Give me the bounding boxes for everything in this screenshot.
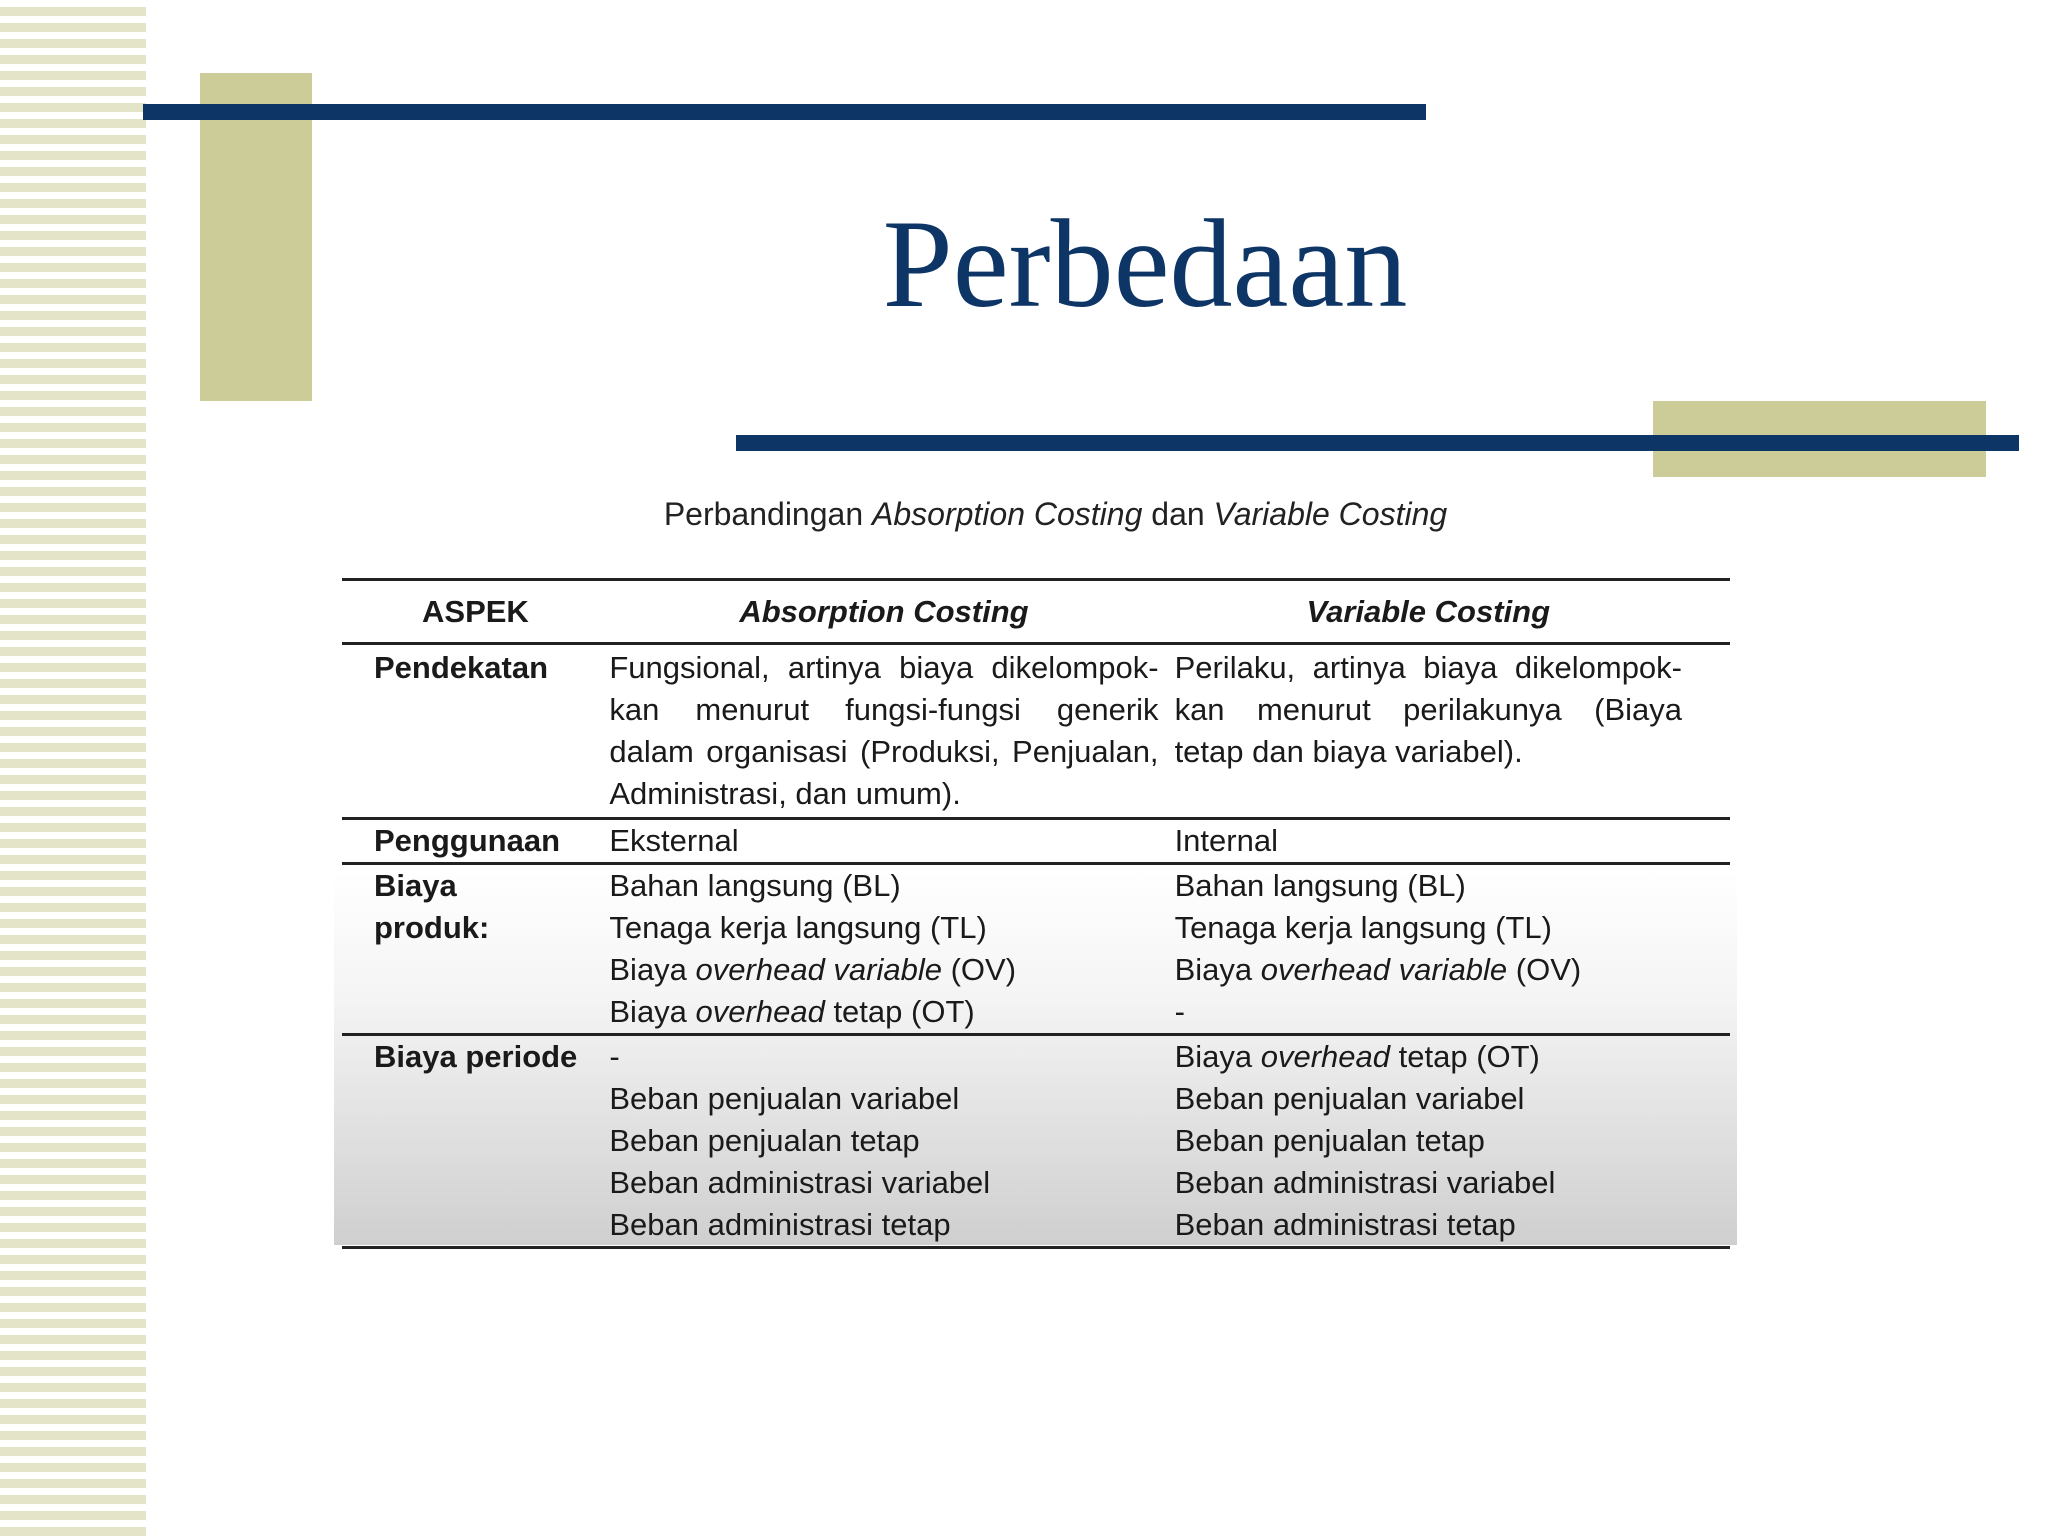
list-item: Beban penjualan tetap (609, 1123, 920, 1158)
row-biaya-produk-label: Biaya produk: (342, 864, 609, 1035)
list-item: Beban administrasi variabel (609, 1165, 991, 1200)
left-stripe-decoration (0, 0, 146, 1536)
list-item: Beban administrasi variabel (1174, 1165, 1556, 1200)
table-row (342, 819, 1730, 864)
comparison-table-panel (334, 496, 1737, 1245)
row-penggunaan-variable: Internal (1173, 819, 1730, 864)
list-item: Beban administrasi tetap (609, 1207, 951, 1242)
slide-title: Perbedaan (882, 195, 1408, 334)
list-item: Tenaga kerja langsung (TL) (609, 910, 987, 945)
list-item: Biaya overhead variable (OV) (609, 952, 1017, 987)
table-row (342, 864, 1730, 1035)
header-absorption: Absorption Costing (609, 580, 1172, 644)
row-penggunaan-absorption: Eksternal (609, 819, 1172, 864)
row-biaya-produk-variable (1173, 864, 1730, 1035)
list-item: - (609, 1039, 620, 1074)
navy-accent-bar-top (143, 104, 1426, 120)
table-row (342, 1035, 1730, 1248)
list-item: Biaya overhead tetap (OT) (609, 994, 975, 1029)
list-item: Bahan langsung (BL) (609, 868, 901, 903)
comparison-table (342, 578, 1730, 1249)
row-biaya-periode-label: Biaya periode (342, 1035, 609, 1248)
list-item: Biaya overhead tetap (OT) (1174, 1039, 1540, 1074)
row-biaya-periode-variable (1173, 1035, 1730, 1248)
table-caption (334, 498, 1737, 530)
olive-accent-block-top (200, 73, 312, 401)
row-pendekatan-label: Pendekatan (374, 650, 549, 685)
list-item: Biaya overhead variable (OV) (1174, 952, 1582, 987)
row-pendekatan-variable: Perilaku, artinya biaya dikelompok-kan menurut perilakunya (Biaya tetap dan biaya variabel). (1174, 650, 1682, 769)
caption-variable: Variable Costing (1213, 496, 1448, 532)
list-item: - (1174, 994, 1185, 1029)
navy-accent-bar-middle (736, 435, 2019, 451)
table-row (342, 644, 1730, 819)
row-penggunaan-label: Penggunaan (342, 819, 609, 864)
row-biaya-produk-absorption (609, 864, 1172, 1035)
list-item: Tenaga kerja langsung (TL) (1174, 910, 1552, 945)
header-variable: Variable Costing (1173, 580, 1730, 644)
caption-absorption: Absorption Costing (872, 496, 1143, 532)
header-aspek: ASPEK (342, 580, 609, 644)
row-biaya-periode-absorption (609, 1035, 1172, 1248)
caption-prefix: Perbandingan (663, 496, 872, 532)
row-pendekatan-absorption: Fungsional, artinya biaya dikelompok-kan menurut fungsi-fungsi generik dalam organisasi (Produksi, Penjualan, Administrasi, dan umum). (609, 650, 1159, 811)
caption-middle: dan (1142, 496, 1214, 532)
list-item: Beban administrasi tetap (1174, 1207, 1516, 1242)
table-header-row (342, 580, 1730, 644)
list-item: Beban penjualan variabel (1174, 1081, 1525, 1116)
list-item: Beban penjualan variabel (609, 1081, 960, 1116)
list-item: Beban penjualan tetap (1174, 1123, 1485, 1158)
list-item: Bahan langsung (BL) (1174, 868, 1466, 903)
